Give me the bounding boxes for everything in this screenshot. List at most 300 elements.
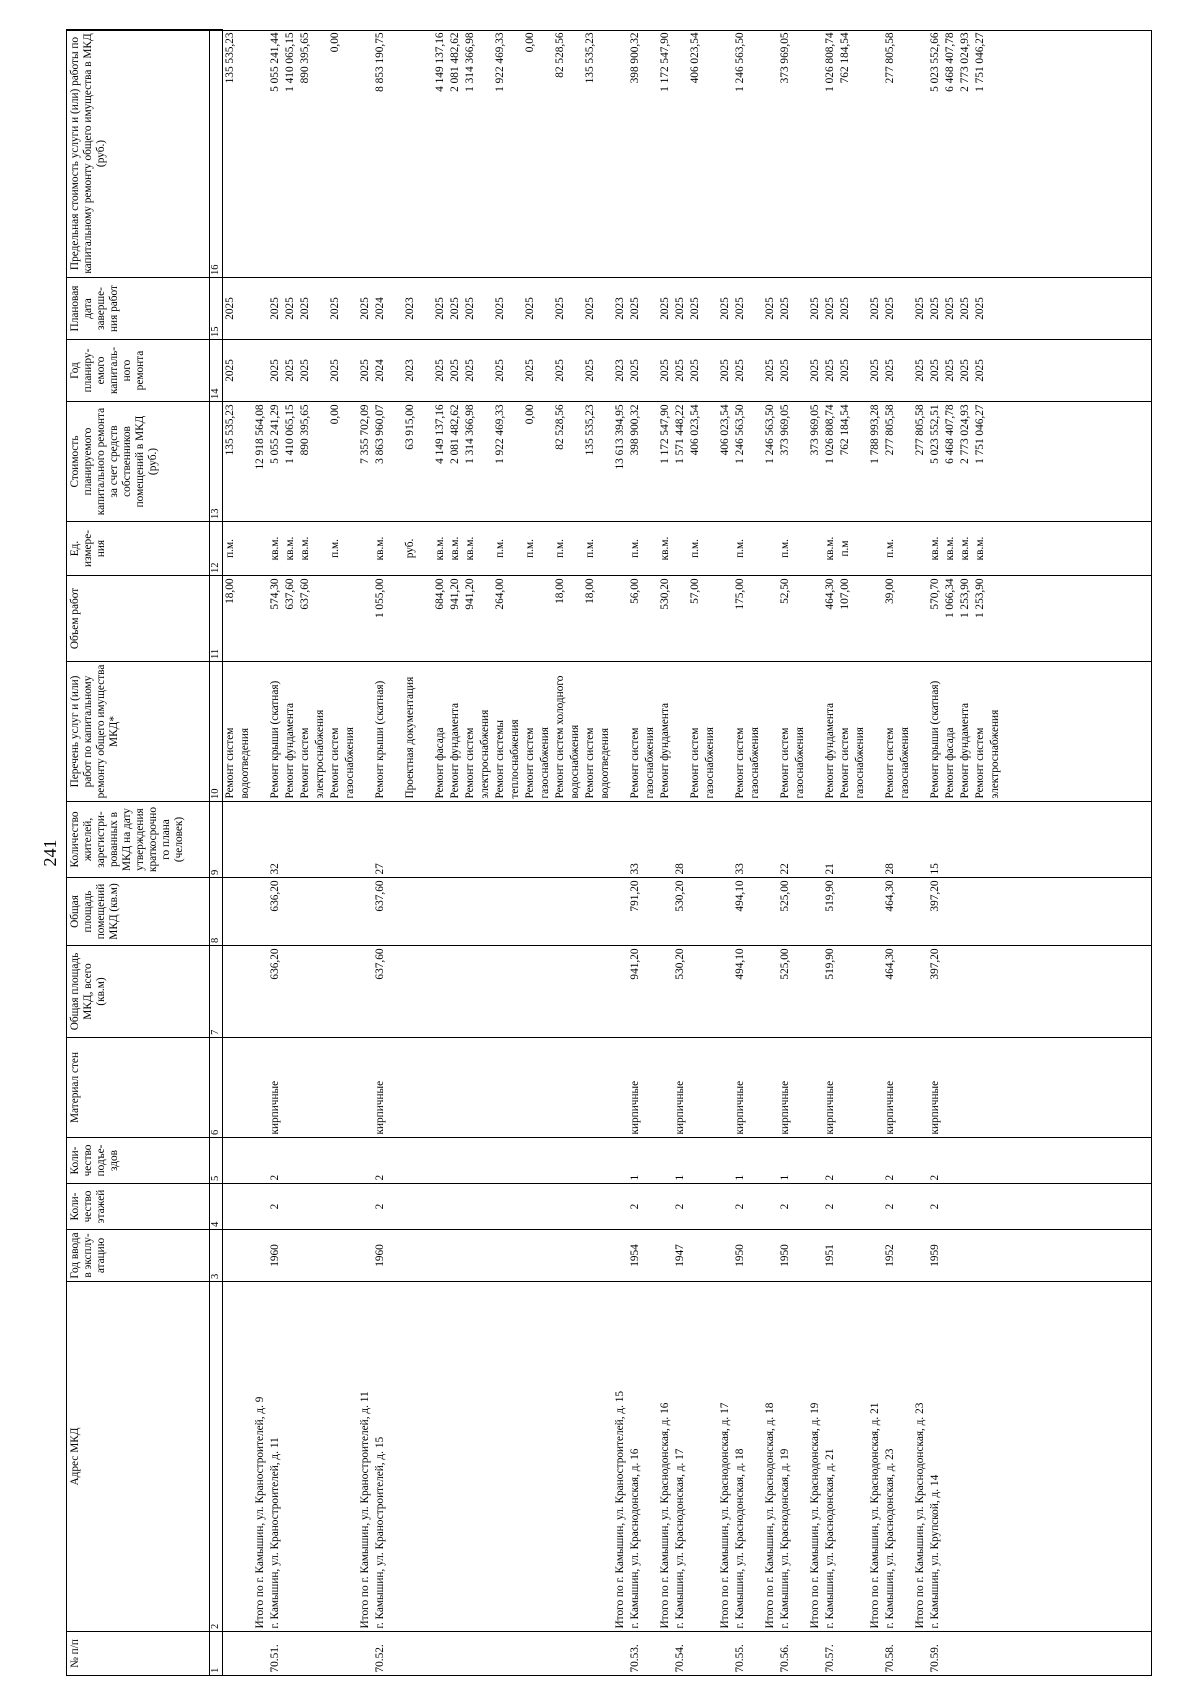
cell-col-4 <box>313 1184 328 1230</box>
cell-col-10: Ремонт системы <box>494 719 506 799</box>
cell-col-3 <box>688 1230 703 1282</box>
cell-col-15 <box>703 278 718 340</box>
cell-col-15 <box>418 278 433 340</box>
column-number-11: 11 <box>210 576 223 662</box>
cell-col-11: 56,00 <box>629 578 641 604</box>
cell-col-13 <box>388 402 403 522</box>
table-row <box>643 30 658 1676</box>
cell-col-4 <box>658 1184 673 1230</box>
cell-col-8 <box>463 878 478 946</box>
cell-col-12 <box>568 522 583 576</box>
cell-col-11 <box>898 576 913 662</box>
cell-col-16 <box>853 30 868 278</box>
cell-col-10: Ремонт фундамента <box>959 702 971 799</box>
table-row <box>433 30 448 1676</box>
cell-col-7: 637,60 <box>374 948 386 980</box>
cell-col-9 <box>508 802 523 878</box>
cell-col-10 <box>913 662 928 802</box>
column-header-12: Ед. измере-ния <box>67 522 210 576</box>
cell-col-13 <box>313 402 328 522</box>
cell-col-12 <box>808 522 823 576</box>
cell-col-7 <box>598 946 613 1038</box>
cell-col-13: 398 900,32 <box>629 404 641 456</box>
cell-col-9 <box>538 802 553 878</box>
cell-col-15 <box>898 278 913 340</box>
repair-plan-table <box>66 29 1003 1676</box>
cell-col-14 <box>508 340 523 402</box>
cell-col-12 <box>478 522 493 576</box>
cell-col-15: 2025 <box>449 297 461 320</box>
cell-col-3 <box>808 1230 823 1282</box>
cell-col-9 <box>943 802 958 878</box>
cell-col-1 <box>313 1632 328 1676</box>
cell-col-2 <box>898 1282 913 1632</box>
cell-col-9 <box>658 802 673 878</box>
cell-col-14: 2025 <box>299 359 311 382</box>
cell-col-11 <box>853 576 868 662</box>
cell-col-15: 2025 <box>839 297 851 320</box>
cell-col-13: 890 395,65 <box>299 404 311 456</box>
cell-col-10: Ремонт систем <box>734 727 746 799</box>
cell-col-2 <box>583 1282 598 1632</box>
cell-col-6 <box>988 1038 1003 1138</box>
cell-col-4 <box>613 1184 628 1230</box>
cell-col-13: 82 528,56 <box>554 404 566 450</box>
cell-col-11: 175,00 <box>734 578 746 610</box>
cell-col-8: 636,20 <box>269 880 281 912</box>
cell-col-2 <box>553 1282 568 1632</box>
cell-col-3 <box>463 1230 478 1282</box>
cell-col-16 <box>313 30 328 278</box>
cell-col-8 <box>523 878 538 946</box>
cell-col-12: п.м. <box>224 539 236 558</box>
cell-col-6 <box>643 1038 658 1138</box>
cell-col-5 <box>478 1138 493 1184</box>
cell-col-1 <box>838 1632 853 1676</box>
page-number: 241 <box>40 839 60 867</box>
cell-col-15: 2023 <box>404 297 416 320</box>
cell-col-6 <box>523 1038 538 1138</box>
table-row <box>343 30 358 1676</box>
cell-col-13 <box>568 402 583 522</box>
cell-col-8 <box>538 878 553 946</box>
cell-col-12 <box>598 522 613 576</box>
cell-col-4 <box>913 1184 928 1230</box>
cell-col-2 <box>463 1282 478 1632</box>
cell-col-6: кирпичные <box>629 1080 641 1135</box>
cell-col-11 <box>613 576 628 662</box>
cell-col-3 <box>913 1230 928 1282</box>
cell-col-11: 570,70 <box>929 578 941 610</box>
table-row <box>403 30 418 1676</box>
cell-col-1 <box>298 1632 313 1676</box>
cell-col-15: 2025 <box>584 297 596 320</box>
cell-col-5 <box>493 1138 508 1184</box>
cell-col-15: 2025 <box>329 297 341 320</box>
cell-col-14 <box>238 340 253 402</box>
column-number-8: 8 <box>210 878 223 946</box>
cell-col-2: Итого по г. Камышин, ул. Краснодонская, д. 21 <box>869 1402 881 1629</box>
cell-col-15 <box>538 278 553 340</box>
table-row <box>703 30 718 1676</box>
cell-col-6 <box>958 1038 973 1138</box>
cell-col-10: Ремонт систем <box>779 727 791 799</box>
cell-col-4 <box>688 1184 703 1230</box>
cell-col-15: 2025 <box>674 297 686 320</box>
cell-col-6: кирпичные <box>674 1080 686 1135</box>
cell-col-14: 2025 <box>629 359 641 382</box>
cell-col-3: 1960 <box>269 1244 281 1267</box>
cell-col-16 <box>703 30 718 278</box>
cell-col-9 <box>223 802 239 878</box>
cell-col-10: Ремонт систем <box>629 727 641 799</box>
cell-col-14: 2025 <box>689 359 701 382</box>
cell-col-6: кирпичные <box>884 1080 896 1135</box>
cell-col-9 <box>403 802 418 878</box>
cell-col-6 <box>868 1038 883 1138</box>
cell-col-11 <box>868 576 883 662</box>
cell-col-7 <box>478 946 493 1038</box>
cell-col-7 <box>808 946 823 1038</box>
table-row <box>508 30 523 1676</box>
cell-col-8: 397,20 <box>929 880 941 912</box>
cell-col-2 <box>688 1282 703 1632</box>
cell-col-14: 2025 <box>809 359 821 382</box>
cell-col-7 <box>343 946 358 1038</box>
cell-col-8 <box>793 878 808 946</box>
cell-col-15: 2025 <box>869 297 881 320</box>
cell-col-9 <box>643 802 658 878</box>
cell-col-14 <box>853 340 868 402</box>
cell-col-6 <box>463 1038 478 1138</box>
cell-col-10: газоснабжения <box>749 727 761 799</box>
cell-col-5: 2 <box>929 1174 941 1181</box>
column-header-2: Адрес МКД <box>67 1282 210 1632</box>
cell-col-13 <box>508 402 523 522</box>
cell-col-8 <box>658 878 673 946</box>
cell-col-3 <box>493 1230 508 1282</box>
table-row <box>583 30 598 1676</box>
cell-col-10: газоснабжения <box>344 727 356 799</box>
cell-col-9 <box>853 802 868 878</box>
cell-col-3 <box>583 1230 598 1282</box>
cell-col-16 <box>748 30 763 278</box>
cell-col-14: 2025 <box>884 359 896 382</box>
cell-col-4 <box>793 1184 808 1230</box>
cell-col-16: 2 773 024,93 <box>959 32 971 92</box>
cell-col-7 <box>943 946 958 1038</box>
cell-col-11 <box>748 576 763 662</box>
cell-col-1 <box>358 1632 373 1676</box>
cell-col-10: Ремонт крыши (скатная) <box>929 680 941 799</box>
cell-col-10 <box>808 662 823 802</box>
cell-col-1 <box>598 1632 613 1676</box>
cell-col-9 <box>988 802 1003 878</box>
cell-col-12 <box>358 522 373 576</box>
cell-col-12 <box>793 522 808 576</box>
cell-col-2 <box>343 1282 358 1632</box>
cell-col-15: 2025 <box>929 297 941 320</box>
cell-col-4 <box>418 1184 433 1230</box>
table-row <box>688 30 703 1676</box>
cell-col-15: 2025 <box>434 297 446 320</box>
cell-col-14: 2025 <box>719 359 731 382</box>
table-row <box>553 30 568 1676</box>
cell-col-15: 2025 <box>809 297 821 320</box>
cell-col-11 <box>703 576 718 662</box>
cell-col-10: газоснабжения <box>539 727 551 799</box>
cell-col-1 <box>388 1632 403 1676</box>
cell-col-5: 1 <box>629 1174 641 1181</box>
cell-col-13: 13 613 394,95 <box>614 404 626 470</box>
cell-col-1 <box>613 1632 628 1676</box>
cell-col-7 <box>298 946 313 1038</box>
cell-col-4 <box>988 1184 1003 1230</box>
cell-col-8: 464,30 <box>884 880 896 912</box>
cell-col-11: 684,00 <box>434 578 446 610</box>
cell-col-2 <box>703 1282 718 1632</box>
cell-col-16 <box>988 30 1003 278</box>
cell-col-9 <box>478 802 493 878</box>
cell-col-8 <box>718 878 733 946</box>
cell-col-1 <box>688 1632 703 1676</box>
cell-col-1 <box>418 1632 433 1676</box>
cell-col-16: 0,00 <box>329 32 341 53</box>
cell-col-2 <box>748 1282 763 1632</box>
cell-col-3 <box>868 1230 883 1282</box>
cell-col-2 <box>223 1282 239 1632</box>
cell-col-13: 0,00 <box>524 404 536 425</box>
cell-col-3 <box>358 1230 373 1282</box>
cell-col-16: 1 751 046,27 <box>974 32 986 92</box>
cell-col-8 <box>853 878 868 946</box>
cell-col-6 <box>253 1038 268 1138</box>
cell-col-8 <box>403 878 418 946</box>
cell-col-7 <box>988 946 1003 1038</box>
cell-col-6 <box>448 1038 463 1138</box>
cell-col-14: 2025 <box>779 359 791 382</box>
cell-col-5: 1 <box>779 1174 791 1181</box>
table-row <box>658 30 673 1676</box>
cell-col-12 <box>898 522 913 576</box>
cell-col-16: 1 026 808,74 <box>824 32 836 92</box>
cell-col-16 <box>358 30 373 278</box>
cell-col-12 <box>988 522 1003 576</box>
cell-col-9: 27 <box>374 863 386 875</box>
cell-col-14: 2025 <box>839 359 851 382</box>
cell-col-3: 1947 <box>674 1244 686 1267</box>
cell-col-5 <box>223 1138 239 1184</box>
table-row <box>913 30 928 1676</box>
cell-col-16 <box>793 30 808 278</box>
cell-col-7 <box>403 946 418 1038</box>
cell-col-11: 941,20 <box>449 578 461 610</box>
cell-col-2 <box>238 1282 253 1632</box>
cell-col-12: кв.м. <box>659 536 671 561</box>
cell-col-5 <box>943 1138 958 1184</box>
cell-col-10 <box>763 662 778 802</box>
cell-col-1: 70.59. <box>929 1644 941 1673</box>
cell-col-4 <box>358 1184 373 1230</box>
cell-col-7 <box>508 946 523 1038</box>
cell-col-9 <box>808 802 823 878</box>
cell-col-8 <box>898 878 913 946</box>
cell-col-3 <box>343 1230 358 1282</box>
cell-col-6 <box>223 1038 239 1138</box>
cell-col-1 <box>988 1632 1003 1676</box>
cell-col-6 <box>568 1038 583 1138</box>
cell-col-4 <box>853 1184 868 1230</box>
cell-col-10: газоснабжения <box>644 727 656 799</box>
cell-col-10 <box>673 662 688 802</box>
cell-col-8 <box>238 878 253 946</box>
cell-col-7: 494,10 <box>734 948 746 980</box>
cell-col-7 <box>898 946 913 1038</box>
cell-col-10: водоотведения <box>599 727 611 799</box>
table-row <box>958 30 973 1676</box>
table-row <box>313 30 328 1676</box>
cell-col-5 <box>898 1138 913 1184</box>
cell-col-3 <box>943 1230 958 1282</box>
cell-col-8 <box>223 878 239 946</box>
cell-col-4 <box>568 1184 583 1230</box>
column-number-16: 16 <box>210 30 223 278</box>
cell-col-2 <box>448 1282 463 1632</box>
cell-col-3 <box>403 1230 418 1282</box>
cell-col-7 <box>868 946 883 1038</box>
cell-col-16: 406 023,54 <box>689 32 701 84</box>
cell-col-13 <box>898 402 913 522</box>
cell-col-11: 464,30 <box>824 578 836 610</box>
cell-col-2 <box>313 1282 328 1632</box>
cell-col-3 <box>553 1230 568 1282</box>
cell-col-9 <box>553 802 568 878</box>
cell-col-10: водоотведения <box>239 727 251 799</box>
cell-col-5 <box>868 1138 883 1184</box>
cell-col-8: 525,00 <box>779 880 791 912</box>
cell-col-5: 1 <box>734 1174 746 1181</box>
cell-col-2 <box>418 1282 433 1632</box>
cell-col-2: Итого по г. Камышин, ул. Краснодонская, д. 23 <box>914 1402 926 1629</box>
table-row <box>838 30 853 1676</box>
cell-col-10 <box>388 662 403 802</box>
cell-col-12 <box>238 522 253 576</box>
cell-col-15: 2025 <box>284 297 296 320</box>
cell-col-12 <box>538 522 553 576</box>
cell-col-4 <box>538 1184 553 1230</box>
cell-col-9 <box>718 802 733 878</box>
cell-col-3: 1960 <box>374 1244 386 1267</box>
table-row <box>358 30 373 1676</box>
cell-col-16: 1 314 366,98 <box>464 32 476 92</box>
cell-col-4 <box>298 1184 313 1230</box>
cell-col-4 <box>703 1184 718 1230</box>
cell-col-4 <box>448 1184 463 1230</box>
cell-col-11 <box>793 576 808 662</box>
cell-col-7 <box>448 946 463 1038</box>
cell-col-2 <box>283 1282 298 1632</box>
cell-col-11 <box>343 576 358 662</box>
cell-col-1 <box>523 1632 538 1676</box>
column-header-6: Материал стен <box>67 1038 210 1138</box>
cell-col-13 <box>703 402 718 522</box>
cell-col-4 <box>523 1184 538 1230</box>
cell-col-4 <box>973 1184 988 1230</box>
cell-col-6 <box>283 1038 298 1138</box>
cell-col-16 <box>253 30 268 278</box>
cell-col-14: 2025 <box>449 359 461 382</box>
cell-col-16: 1 922 469,33 <box>494 32 506 92</box>
cell-col-5 <box>838 1138 853 1184</box>
cell-col-11: 107,00 <box>839 578 851 610</box>
cell-col-9: 21 <box>824 863 836 875</box>
column-number-1: 1 <box>210 1632 223 1676</box>
cell-col-3 <box>418 1230 433 1282</box>
table-row <box>868 30 883 1676</box>
cell-col-15: 2025 <box>299 297 311 320</box>
column-header-14: Год планиру-емого капиталь-ного ремонта <box>67 340 210 402</box>
cell-col-14 <box>538 340 553 402</box>
cell-col-7 <box>313 946 328 1038</box>
cell-col-3 <box>748 1230 763 1282</box>
cell-col-3 <box>973 1230 988 1282</box>
cell-col-9 <box>748 802 763 878</box>
cell-col-12 <box>508 522 523 576</box>
cell-col-11 <box>238 576 253 662</box>
cell-col-15: 2025 <box>764 297 776 320</box>
cell-col-8 <box>748 878 763 946</box>
cell-col-5: 2 <box>824 1174 836 1181</box>
cell-col-14: 2025 <box>464 359 476 382</box>
cell-col-2: Итого по г. Камышин, ул. Краснодонская, д. 17 <box>719 1402 731 1629</box>
cell-col-2 <box>388 1282 403 1632</box>
cell-col-16: 1 246 563,50 <box>734 32 746 92</box>
cell-col-12: кв.м. <box>449 536 461 561</box>
column-number-13: 13 <box>210 402 223 522</box>
cell-col-14 <box>703 340 718 402</box>
cell-col-6 <box>913 1038 928 1138</box>
cell-col-13: 6 468 407,78 <box>944 404 956 464</box>
cell-col-12 <box>913 522 928 576</box>
cell-col-6 <box>403 1038 418 1138</box>
cell-col-5 <box>718 1138 733 1184</box>
cell-col-4 <box>808 1184 823 1230</box>
cell-col-7 <box>838 946 853 1038</box>
cell-col-10: Ремонт систем <box>224 727 236 799</box>
table-row <box>298 30 313 1676</box>
cell-col-1: 70.57. <box>824 1644 836 1673</box>
cell-col-10: Ремонт фундамента <box>659 702 671 799</box>
column-number-10: 10 <box>210 662 223 802</box>
cell-col-8 <box>703 878 718 946</box>
cell-col-3 <box>508 1230 523 1282</box>
cell-col-7 <box>958 946 973 1038</box>
cell-col-13: 277 805,58 <box>914 404 926 456</box>
cell-col-14: 2025 <box>524 359 536 382</box>
cell-col-9 <box>793 802 808 878</box>
cell-col-2 <box>508 1282 523 1632</box>
cell-col-14: 2025 <box>869 359 881 382</box>
cell-col-16: 135 535,23 <box>224 32 236 84</box>
cell-col-8 <box>613 878 628 946</box>
cell-col-3 <box>253 1230 268 1282</box>
cell-col-4: 2 <box>824 1203 836 1210</box>
cell-col-5 <box>253 1138 268 1184</box>
cell-col-7: 397,20 <box>929 948 941 980</box>
cell-col-15 <box>238 278 253 340</box>
cell-col-8 <box>643 878 658 946</box>
cell-col-1: 70.51. <box>269 1644 281 1673</box>
